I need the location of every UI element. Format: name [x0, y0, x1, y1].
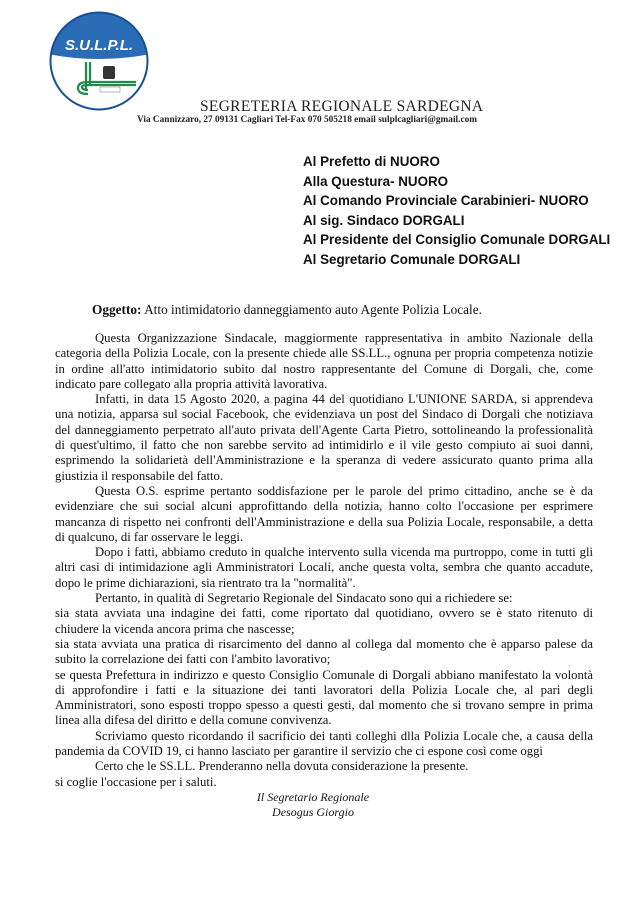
subject-line: [92, 302, 482, 318]
paragraph: Infatti, in data 15 Agosto 2020, a pagina 44 del quotidiano L'UNIONE SARDA, si apprendeva una notizia, apparsa sul social Facebook, che evidenziava un post del Sindaco di Dorgali che notiziava del danneggiamento perpetrato all'auto privata dell'Agente Carta Pietro, sottolineando la professionalità di quest'ultimo, il fatto che non sarebbe servito ad intimidirlo e il vile gesto compiuto ai suoi danni, esprimendo la solidarietà dell'Amministrazione e la speranza di vedere assicurato quanto prima alla giustizia il responsabile del fatto.: [55, 392, 593, 483]
org-address: Via Cannizzaro, 27 09131 Cagliari Tel-Fax 070 505218 email sulplcagliari@gmail.com: [137, 115, 477, 125]
paragraph: Certo che le SS.LL. Prenderanno nella dovuta considerazione la presente.: [95, 759, 469, 774]
recipient: Alla Questura- NUORO: [303, 173, 449, 189]
letter-body: [55, 331, 593, 790]
paragraph: Questa O.S. esprime pertanto soddisfazione per le parole del primo cittadino, anche se è da evidenziare che sui social alcuni approfittando della notizia, hanno colto l'occasione per esprimere mancanza di rispetto nei confronti dell'Amministrazione e della sua Polizia Locale, responsabile, a detta di qualcuno, di far osservare le leggi.: [55, 483, 593, 544]
paragraph: Questa Organizzazione Sindacale, maggiormente rappresentativa in ambito Nazionale della categoria della Polizia Locale, con la presente chiede alle SS.LL., ognuna per propria competenza notizie in ordine all'atto intimidatorio subito dal nostro rappresentante del Comune di Dorgali, che, come indicato pare collegato alla propria attività lavorativa.: [55, 331, 593, 391]
paragraph: Dopo i fatti, abbiamo creduto in qualche intervento sulla vicenda ma purtroppo, come in tutti gli altri casi di intimidazione agli Amministratori Locali, anche questa volta, sembra che quanto accadute, dopo le prime dichiarazioni, sia rientrato tra la "normalità".: [55, 545, 593, 590]
logo-text: S.U.L.P.L.: [64, 37, 134, 54]
paragraph: Scriviamo questo ricordando il sacrificio dei tanti colleghi dlla Polizia Locale che, a causa della pandemia da COVID 19, ci hanno lasciato per garantire il servizio che ci espone così come oggi: [55, 728, 593, 759]
org-title: SEGRETERIA REGIONALE SARDEGNA: [200, 98, 484, 115]
paragraph: sia stata avviata una indagine dei fatti, come riportato dal quotidiano, ovvero se è stato ritenuto di chiudere la vicenda ancora prima che nascesse;: [55, 606, 593, 636]
paragraph: se questa Prefettura in indirizzo e questo Consiglio Comunale di Dorgali abbiano manifestato la volontà di approfondire i fatti e la situazione dei tanti lavoratori della Polizia Locale che, al pari degli Amministratori, sono esposti troppo spesso a questi gesti, dal momento che si trovano sempre in prima linea alla difesa del diritto e della comune convivenza.: [55, 667, 593, 728]
paragraph: si coglie l'occasione per i saluti.: [55, 774, 217, 789]
paragraph: Pertanto, in qualità di Segretario Regionale del Sindacato sono qui a richiedere se:: [95, 591, 513, 606]
signature-title: Il Segretario Regionale: [256, 790, 370, 804]
recipient: Al Comando Provinciale Carabinieri- NUORO: [303, 193, 589, 208]
recipient: Al sig. Sindaco DORGALI: [303, 212, 465, 228]
logo-emblem-icon: [48, 10, 150, 112]
paragraph: sia stata avviata una pratica di risarcimento del danno al collega dal momento che è apparso palese da subito la correlazione dei fatti con l'ambito lavorativo;: [55, 636, 593, 667]
sulpl-logo: [48, 10, 150, 112]
signature-name: Desogus Giorgio: [272, 805, 354, 819]
subject-label: Oggetto:: [92, 302, 142, 317]
recipient: Al Prefetto di NUORO: [303, 154, 440, 169]
recipient: Al Presidente del Consiglio Comunale DORGALI: [303, 232, 611, 247]
subject-text: Atto intimidatorio danneggiamento auto Agente Polizia Locale.: [144, 302, 482, 317]
recipients-list: [303, 152, 610, 269]
recipient: Al Segretario Comunale DORGALI: [303, 251, 521, 267]
signature-block: [248, 790, 378, 820]
